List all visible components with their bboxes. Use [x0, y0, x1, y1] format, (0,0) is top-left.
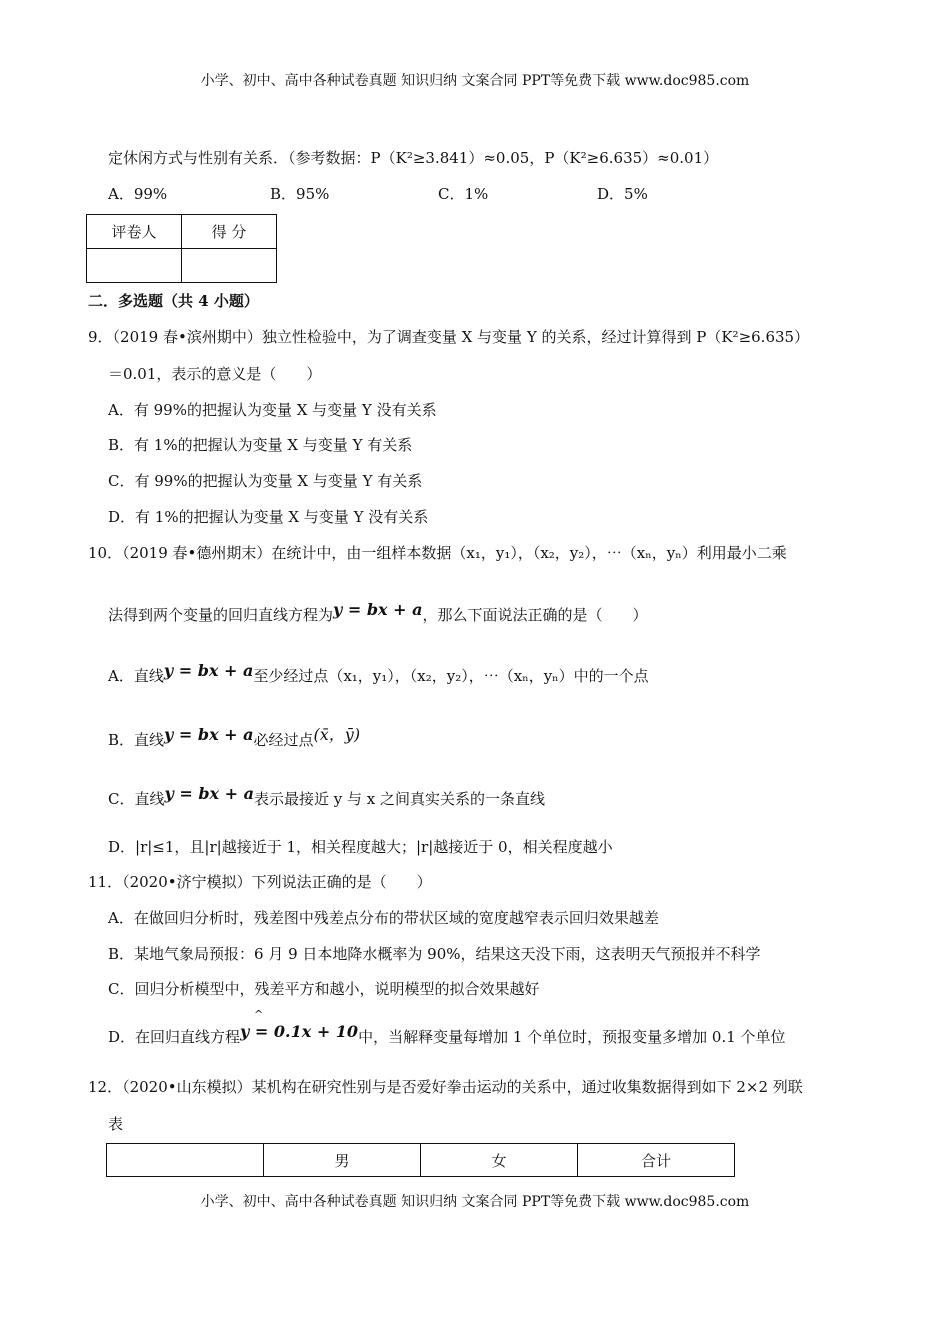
q10-option-b-label: B．直线 [108, 731, 165, 749]
q10-option-c [108, 784, 545, 809]
table-header-male: 男 [264, 1144, 421, 1177]
contingency-table [106, 1143, 735, 1177]
table-row [107, 1144, 735, 1177]
score-header: 得 分 [182, 215, 277, 249]
q8-option-a: A．99% [108, 185, 168, 203]
q10-option-b-text: 必经过点 [253, 731, 314, 749]
q9-stem-line2: ＝0.01，表示的意义是（ ） [108, 365, 322, 383]
q8-ref1: P（K²≥3.841）≈0.05 [370, 149, 530, 167]
table-header-female: 女 [421, 1144, 578, 1177]
q10-option-c-text: 表示最接近 y 与 x 之间真实关系的一条直线 [253, 790, 545, 808]
q10-option-b-formula: y = bx + a [164, 725, 254, 744]
page-header: 小学、初中、高中各种试卷真题 知识归纳 文案合同 PPT等免费下载 www.doc985.com [200, 73, 750, 89]
q10-option-c-label: C．直线 [108, 790, 165, 808]
q9-option-b: B．有 1%的把握认为变量 X 与变量 Y 有关系 [108, 436, 413, 454]
q10-option-a-label: A．直线 [108, 667, 164, 685]
q11-option-c: C．回归分析模型中，残差平方和越小，说明模型的拟合效果越好 [108, 980, 540, 998]
q11-option-d-label: D．在回归直线方程 [108, 1028, 241, 1046]
table-header-blank [107, 1144, 264, 1177]
score-cell [182, 249, 277, 283]
q8-option-b: B．95% [270, 185, 330, 203]
q12-stem-line2: 表 [108, 1115, 124, 1133]
q10-regression-formula: y = bx + a [333, 600, 423, 619]
q8-reference-line [108, 147, 718, 168]
page-footer: 小学、初中、高中各种试卷真题 知识归纳 文案合同 PPT等免费下载 www.doc985.com [200, 1194, 750, 1210]
q10-stem-text-2: ，那么下面说法正确的是（ ） [422, 606, 648, 624]
q11-option-d-text: 中，当解释变量每增加 1 个单位时，预报变量多增加 0.1 个单位 [358, 1028, 786, 1046]
q11-option-d-formula: y = 0.1x + 10 [240, 1022, 359, 1041]
q12-stem-line1: 12．（2020•山东模拟）某机构在研究性别与是否爱好拳击运动的关系中，通过收集数据得到如下 2×2 列联 [88, 1078, 803, 1096]
q11-option-d [108, 1022, 786, 1047]
q10-option-a-formula: y = bx + a [163, 661, 254, 680]
q10-stem-line2 [108, 600, 648, 625]
q11-option-a: A．在做回归分析时，残差图中残差点分布的带状区域的宽度越窄表示回归效果越差 [108, 909, 659, 927]
q10-option-a [108, 661, 649, 686]
q10-option-b [108, 727, 360, 750]
q8-tail-text: 定休闲方式与性别有关系．（参考数据： [108, 149, 371, 167]
reviewer-cell [87, 249, 182, 283]
q9-option-c: C．有 99%的把握认为变量 X 与变量 Y 有关系 [108, 472, 423, 490]
q11-option-b: B．某地气象局预报：6 月 9 日本地降水概率为 90%，结果这天没下雨，这表明天气预报并不科学 [108, 945, 761, 963]
table-header-total: 合计 [578, 1144, 735, 1177]
q10-option-d: D．|r|≤1，且|r|越接近于 1，相关程度越大；|r|越接近于 0，相关程度越小 [108, 838, 613, 856]
reviewer-header: 评卷人 [87, 215, 182, 249]
q8-ref2: P（K²≥6.635）≈0.01） [544, 149, 719, 167]
score-table [86, 214, 277, 283]
q9-option-a: A．有 99%的把握认为变量 X 与变量 Y 没有关系 [108, 401, 437, 419]
q10-stem-text: 法得到两个变量的回归直线方程为 [108, 606, 334, 624]
q9-stem-line1: 9．（2019 春•滨州期中）独立性检验中，为了调查变量 X 与变量 Y 的关系，经过计算得到 P（K²≥6.635） [88, 328, 810, 346]
q8-option-d: D．5% [597, 185, 648, 203]
q11-hat-symbol: ^ [254, 1008, 264, 1021]
q8-option-c: C．1% [438, 185, 489, 203]
q8-ref-sep: ， [529, 149, 545, 167]
q10-mean-point: (x̄，ȳ) [313, 725, 361, 744]
q10-stem-line1: 10．（2019 春•德州期末）在统计中，由一组样本数据（x₁，y₁），（x₂，y₂），⋯（xₙ，yₙ）利用最小二乘 [88, 544, 787, 562]
q10-option-a-text: 至少经过点（x₁，y₁），（x₂，y₂），⋯（xₙ，yₙ）中的一个点 [253, 667, 649, 685]
section-title: 二．多选题（共 4 小题） [88, 292, 259, 310]
q10-option-c-formula: y = bx + a [164, 784, 254, 803]
q9-option-d: D．有 1%的把握认为变量 X 与变量 Y 没有关系 [108, 508, 429, 526]
q11-stem: 11．（2020•济宁模拟）下列说法正确的是（ ） [88, 873, 432, 891]
